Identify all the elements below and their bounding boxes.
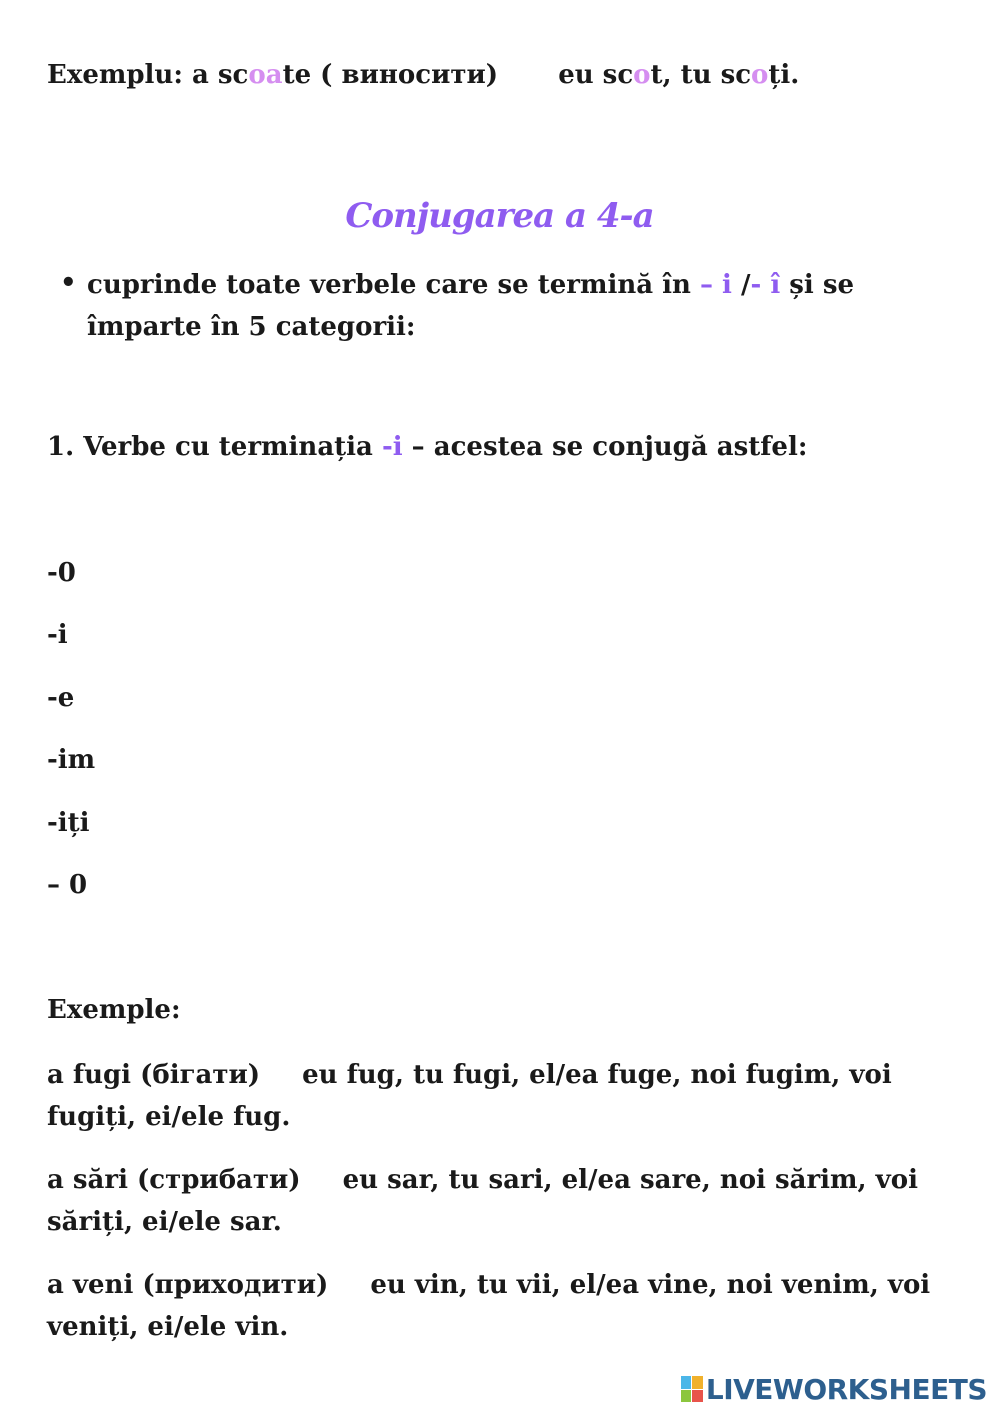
ending-item: -e: [47, 683, 75, 713]
ending-item: -i: [47, 620, 68, 650]
bullet-text: cuprinde toate verbele care se termină în – i /- î și se împarte în 5 categorii:: [87, 270, 855, 342]
examples-label: Exemple:: [47, 995, 181, 1025]
example-row: a veni (приходити) eu vin, tu vii, el/ea vine, noi venim, voi veniți, ei/ele vin.: [47, 1270, 931, 1342]
highlight-vowel: oa: [248, 60, 283, 90]
highlight-vowel: o: [633, 60, 651, 90]
ending-item: – 0: [47, 870, 88, 900]
category-heading: 1. Verbe cu terminația -i – acestea se conjugă astfel:: [47, 432, 808, 462]
example-line: Exemplu: a scoate ( виносити) eu scot, tu scoți.: [47, 60, 800, 90]
liveworksheets-logo-icon: [681, 1376, 703, 1402]
example-row: a sări (стрибати) eu sar, tu sari, el/ea sare, noi sărim, voi săriți, ei/ele sar.: [47, 1165, 918, 1237]
example-row: a fugi (бігати) eu fug, tu fugi, el/ea fuge, noi fugim, voi fugiți, ei/ele fug.: [47, 1060, 892, 1132]
highlight-vowel: o: [751, 60, 769, 90]
section-title: Conjugarea a 4-a: [345, 196, 654, 236]
ending-item: -iți: [47, 808, 90, 838]
bullet-dot: •: [60, 268, 77, 298]
ending-item: -im: [47, 745, 96, 775]
ending-item: -0: [47, 558, 76, 588]
liveworksheets-logo[interactable]: LIVEWORKSHEETS: [681, 1372, 987, 1406]
